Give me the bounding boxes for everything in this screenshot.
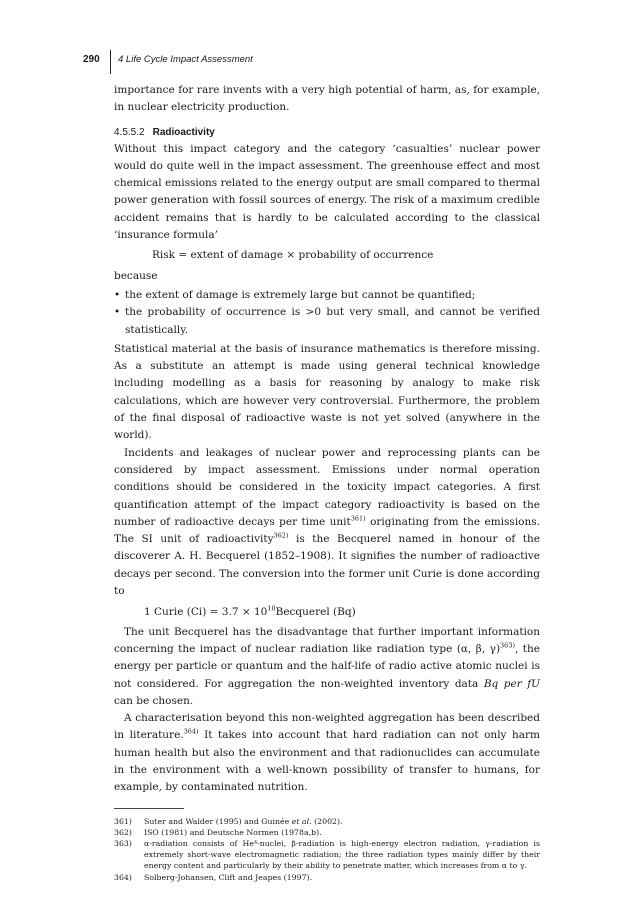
text-run: can be chosen. (114, 694, 194, 707)
text-run: originating from the emissions. The SI unit of radioactivity (114, 515, 540, 546)
footnote-number: 361) (114, 816, 132, 826)
text-run: A characterisation beyond this non-weighted aggregation has been described in literature. (114, 712, 540, 742)
list-item-text: the extent of damage is extremely large but cannot be quantified; (125, 288, 476, 301)
paragraph-incidents (114, 445, 540, 601)
footnotes (114, 816, 540, 883)
footnote (114, 816, 540, 827)
bullet-marker: • (114, 306, 121, 319)
paragraph-becquerel (114, 624, 540, 710)
page-body (114, 82, 540, 883)
footnote-ref-364[interactable]: 364) (183, 727, 199, 736)
text-run: It takes into account that hard radiation can not only harm human health but also the environment and that radionuclides can accumulate in the environment with a well-known possibility of transfer to humans, for example, by contaminated nutrition. (114, 729, 541, 794)
footnote-ref-362[interactable]: 362) (273, 531, 289, 540)
list-item-text: the probability of occurrence is >0 but very small, and cannot be verified statistically. (125, 306, 540, 336)
footnote (114, 838, 540, 872)
bullet-list (114, 287, 540, 339)
footnote-italic: et al. (291, 816, 312, 826)
footnote-ref-361[interactable]: 361) (350, 514, 366, 523)
footnote-text: (2002). (311, 816, 343, 826)
page-header (80, 50, 560, 72)
text-run: The unit Becquerel has the disadvantage that further important information concerning the impact of nuclear radiation like radiation type (α, β, γ) (114, 625, 540, 655)
footnote-number: 364) (114, 872, 132, 882)
curie-formula (114, 604, 540, 621)
section-title: Radioactivity (152, 126, 215, 138)
paragraph-statistical: Statistical material at the basis of insurance mathematics is therefore missing. As a substitute an attempt is made using general technical knowledge including modelling as a basis for reasoning by analogy to make risk calculations, which are however very controversial. Furthermore, the problem of the final disposal of radioactive waste is not yet solved (anywhere in the world). (114, 342, 540, 442)
bullet-marker: • (114, 288, 121, 301)
footnote-text: Solberg-Johansen, Clift and Jeapes (1997). (144, 872, 313, 882)
section-heading (114, 124, 540, 141)
footnote (114, 827, 540, 838)
section-number: 4.5.5.2 (114, 126, 145, 138)
formula-exponent: 10 (267, 604, 276, 613)
running-title: 4 Life Cycle Impact Assessment (118, 54, 253, 65)
text-run: , the energy per particle or quantum and the half-life of radio active atomic nuclei is not considered. For aggregation the non-weighted inventory data (114, 642, 540, 690)
because-text: because (114, 269, 158, 282)
header-divider (110, 50, 111, 74)
paragraph-without-category: Without this impact category and the category ‘casualties’ nuclear power would do quite well in the impact assessment. The greenhouse effect and most chemical emissions related to the energy output are small compared to thermal power generation with fossil sources of energy. The risk of a maximum credible accident remains that is hardly to be calculated according to the classical ‘insurance formula’ (114, 142, 540, 242)
text-run: is the Becquerel named in honour of the discoverer A. H. Becquerel (1852–1908). It signifies the number of radioactive decays per second. The conversion into the former unit Curie is done according to (114, 533, 540, 598)
formula-part: Becquerel (Bq) (275, 606, 356, 619)
list-item (114, 304, 540, 339)
risk-formula: Risk = extent of damage × probability of occurrence (152, 249, 434, 262)
list-item (114, 287, 540, 304)
paragraph-intro: importance for rare invents with a very high potential of harm, as, for example, in nuclear electricity production. (114, 84, 540, 114)
footnote-text: ISO (1981) and Deutsche Normen (1978a,b). (144, 827, 322, 837)
footnote-text: α-radiation consists of He⁴-nuclei, β-radiation is high-energy electron radiation, γ-radiation is extremely short-wave electromagnetic radiation; the three radiation types mainly differ by their energy content and particularly by their ability to penetrate matter, which increases from α to γ. (144, 838, 540, 871)
italic-term: Bq per fU (483, 677, 540, 690)
text-run: Incidents and leakages of nuclear power and reprocessing plants can be considered by impact assessment. Emissions under normal operation conditions should be considered in the toxicity impact categories. A first quantification attempt of the impact category radioactivity is based on the number of radioactive decays per time unit (114, 446, 540, 528)
footnote (114, 872, 540, 883)
page-number: 290 (83, 54, 100, 65)
paragraph-characterisation (114, 710, 540, 796)
formula-part: 1 Curie (Ci) = 3.7 × 10 (144, 606, 268, 619)
footnote-number: 363) (114, 838, 132, 848)
footnote-divider (114, 808, 184, 809)
footnote-number: 362) (114, 827, 132, 837)
footnote-text: Suter and Walder (1995) and Guinée (144, 816, 292, 826)
footnote-ref-363[interactable]: 363) (500, 641, 515, 650)
